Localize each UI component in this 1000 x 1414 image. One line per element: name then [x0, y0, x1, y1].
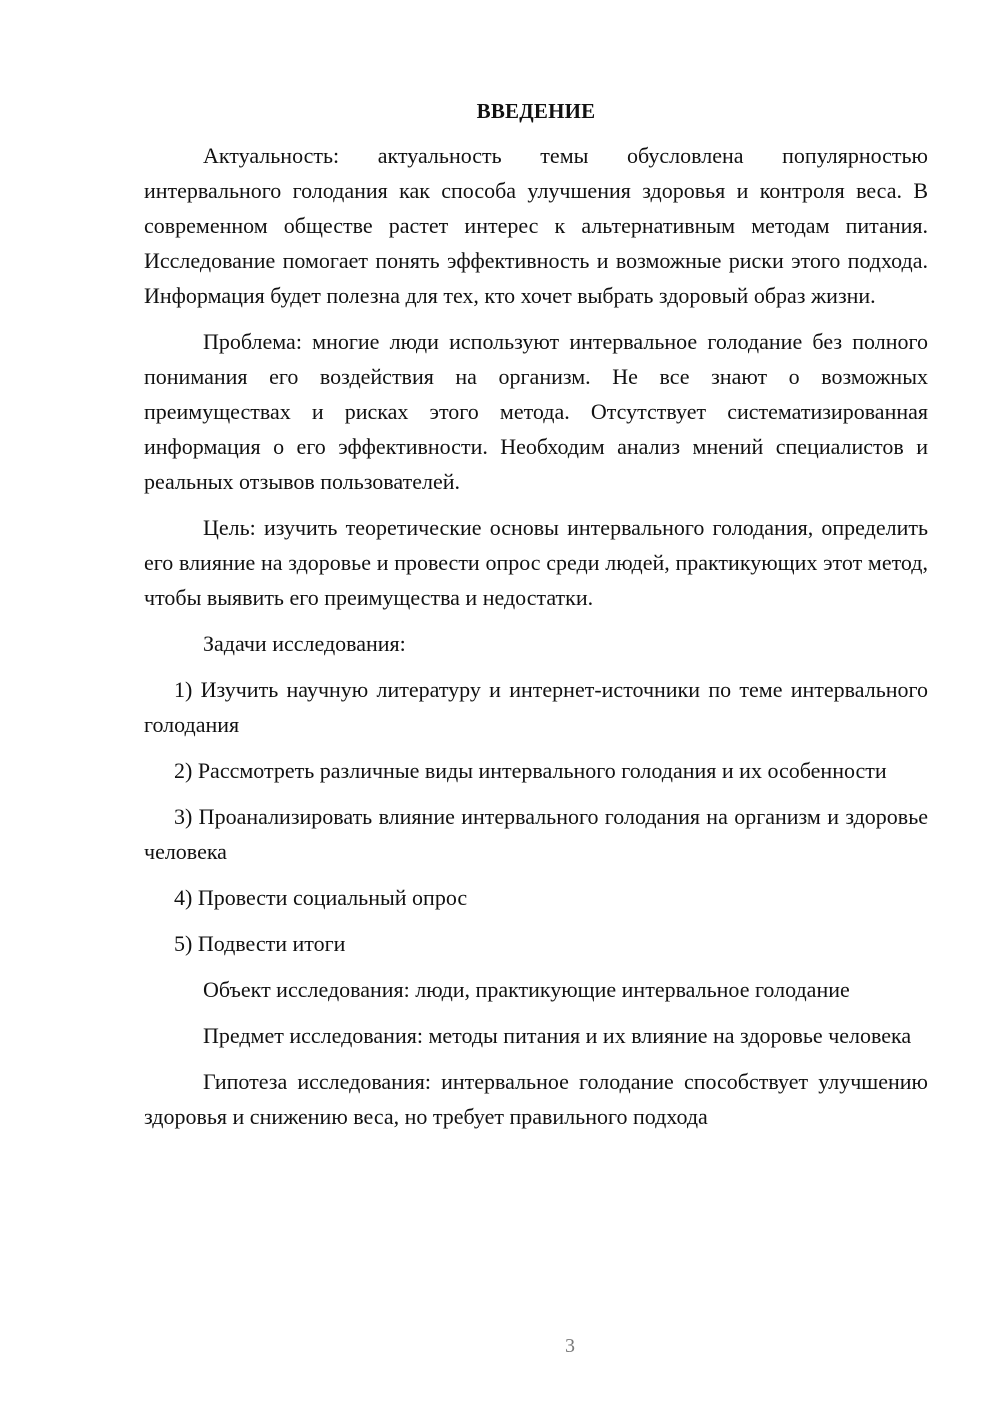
page-number: 3	[565, 1335, 575, 1357]
goal-paragraph: Цель: изучить теоретические основы интервального голодания, определить его влияние на здоровье и провести опрос среди людей, практикующих этот метод, чтобы выявить его преимущества и недостатки.	[144, 515, 928, 610]
task-item-5: 5) Подвести итоги	[174, 931, 346, 956]
task-item-4: 4) Провести социальный опрос	[174, 885, 468, 910]
subject-paragraph: Предмет исследования: методы питания и их влияние на здоровье человека	[203, 1023, 912, 1048]
page-content	[144, 94, 928, 1134]
task-item-2: 2) Рассмотреть различные виды интервального голодания и их особенности	[174, 758, 887, 783]
task-item-1: 1) Изучить научную литературу и интернет-источники по теме интервального голодания	[144, 677, 928, 737]
tasks-heading: Задачи исследования:	[203, 631, 406, 656]
tasks-list	[144, 672, 928, 961]
hypothesis-paragraph: Гипотеза исследования: интервальное голодание способствует улучшению здоровья и снижению веса, но требует правильного подхода	[144, 1069, 928, 1129]
task-item-3: 3) Проанализировать влияние интервального голодания на организм и здоровье человека	[144, 804, 928, 864]
problem-paragraph: Проблема: многие люди используют интервальное голодание без полного понимания его воздействия на организм. Не все знают о возможных преимуществах и рисках этого метода. Отсутствует систематизированная информация о его эффективности. Необходим анализ мнений специалистов и реальных отзывов пользователей.	[144, 329, 928, 494]
relevance-paragraph: Актуальность: актуальность темы обусловлена популярностью интервального голодания как способа улучшения здоровья и контроля веса. В современном обществе растет интерес к альтернативным методам питания. Исследование помогает понять эффективность и возможные риски этого подхода. Информация будет полезна для тех, кто хочет выбрать здоровый образ жизни.	[144, 143, 928, 308]
section-title: ВВЕДЕНИЕ	[476, 99, 596, 123]
object-paragraph: Объект исследования: люди, практикующие интервальное голодание	[203, 977, 850, 1002]
